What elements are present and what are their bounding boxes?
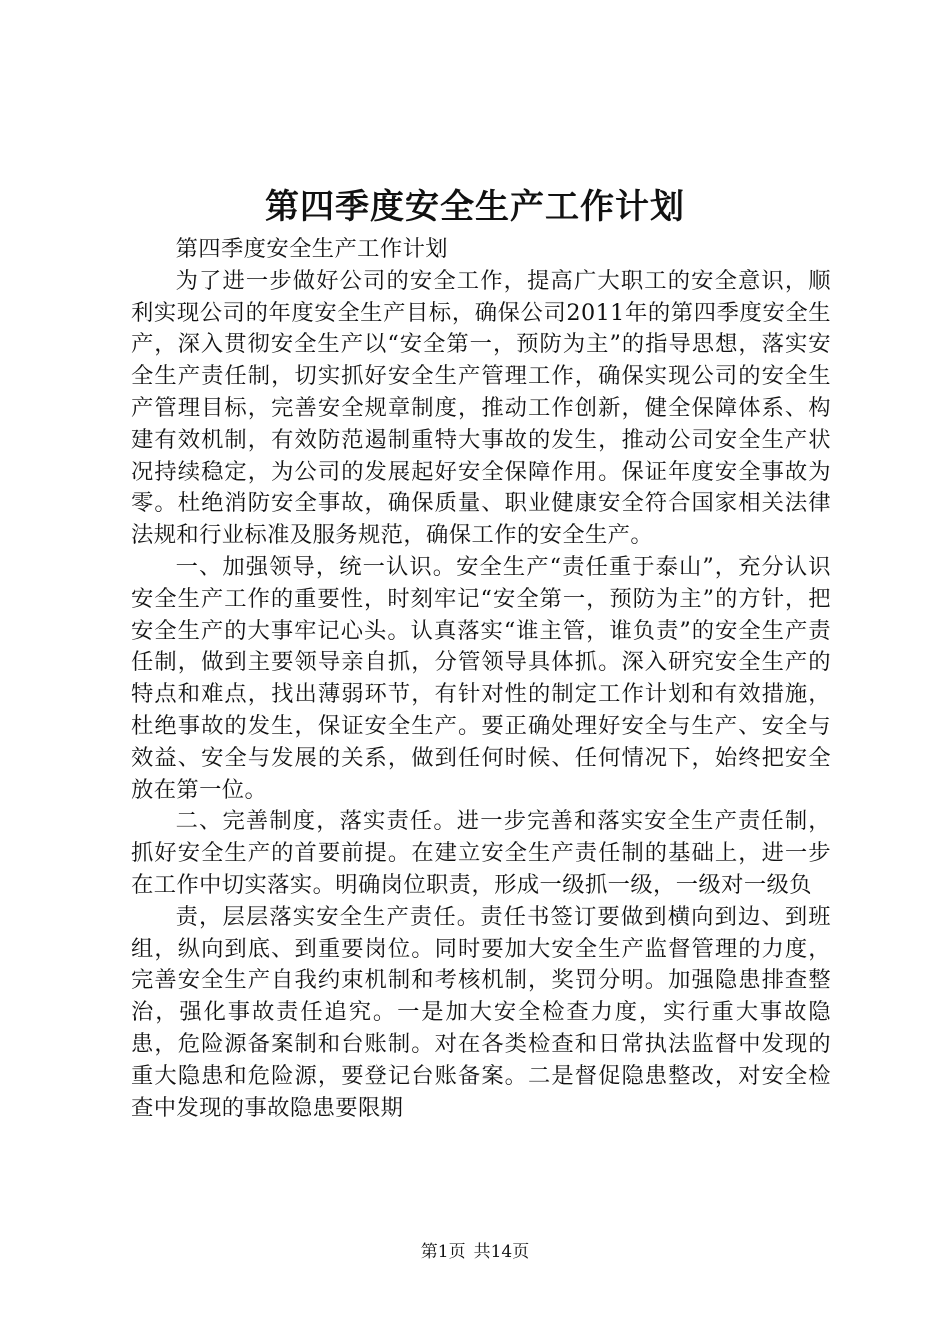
paragraph-section-2-continued: 责，层层落实安全生产责任。责任书签订要做到横向到边、到班组，纵向到底、到重要岗位。同时要加大安全生产监督管理的力度，完善安全生产自我约束机制和考核机制，奖罚分明。加强隐患排查整治，强化事故责任追究。一是加大安全检查力度，实行重大事故隐患，危险源备案制和台账制。对在各类检查和日常执法监督中发现的重大隐患和危险源，要登记台账备案。二是督促隐患整改，对安全检查中发现的事故隐患要限期 <box>131 903 831 1121</box>
paragraph-subtitle: 第四季度安全生产工作计划 <box>175 236 448 262</box>
page-total: 共14页 <box>473 1242 530 1262</box>
paragraph-intro: 为了进一步做好公司的安全工作，提高广大职工的安全意识，顺利实现公司的年度安全生产目标，确保公司2011年的第四季度安全生产，深入贯彻安全生产以“安全第一，预防为主”的指导思想，落实安全生产责任制，切实抓好安全生产管理工作，确保实现公司的安全生产管理目标，完善安全规章制度，推动工作创新，健全保障体系、构建有效机制，有效防范遏制重特大事故的发生，推动公司安全生产状况持续稳定，为公司的发展起好安全保障作用。保证年度安全事故为零。杜绝消防安全事故，确保质量、职业健康安全符合国家相关法律法规和行业标准及服务规范，确保工作的安全生产。 <box>131 267 831 549</box>
paragraph-section-1: 一、加强领导，统一认识。安全生产“责任重于泰山”，充分认识安全生产工作的重要性，时刻牢记“安全第一，预防为主”的方针，把安全生产的大事牢记心头。认真落实“谁主管，谁负责”的安全生产责任制，做到主要领导亲自抓，分管领导具体抓。深入研究安全生产的特点和难点，找出薄弱环节，有针对性的制定工作计划和有效措施，杜绝事故的发生，保证安全生产。要正确处理好安全与生产、安全与效益、安全与发展的关系，做到任何时候、任何情况下，始终把安全放在第一位。 <box>131 553 831 803</box>
document-title: 第四季度安全生产工作计划 <box>265 187 685 227</box>
paragraph-section-2: 二、完善制度，落实责任。进一步完善和落实安全生产责任制，抓好安全生产的首要前提。在建立安全生产责任制的基础上，进一步在工作中切实落实。明确岗位职责，形成一级抓一级，一级对一级负 <box>131 808 831 898</box>
page-number: 第1页 <box>420 1242 466 1262</box>
page-footer <box>0 1240 950 1264</box>
document-body <box>131 234 831 1124</box>
